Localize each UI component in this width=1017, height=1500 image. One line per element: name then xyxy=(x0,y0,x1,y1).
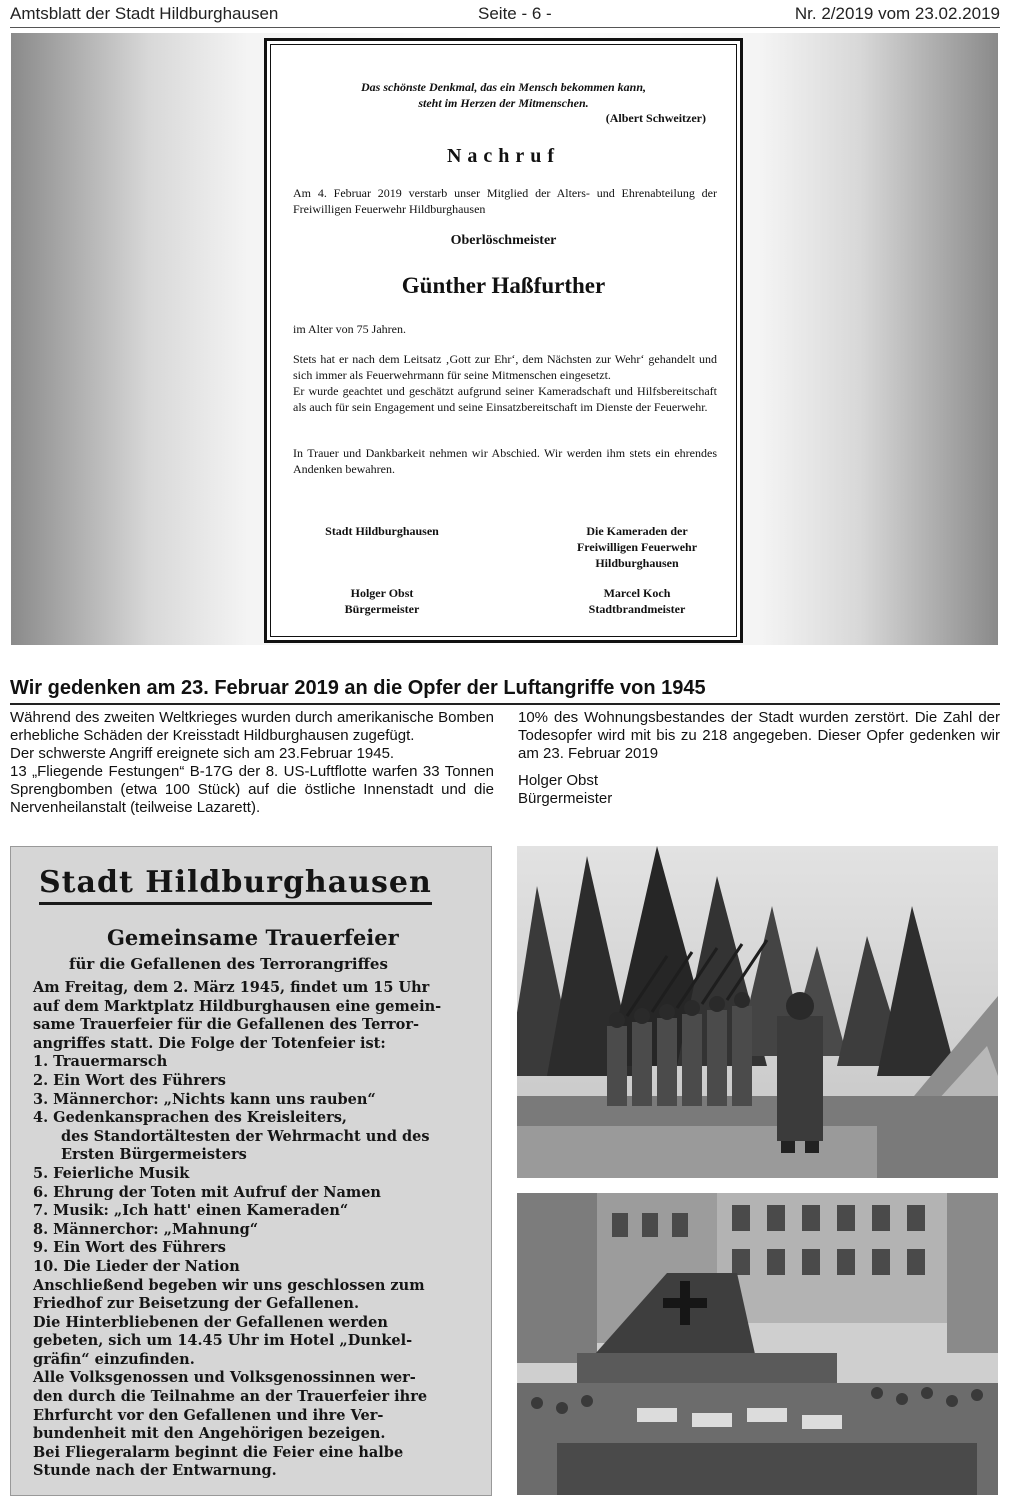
poster-line: Anschließend begeben wir uns geschlossen zum xyxy=(33,1276,425,1294)
poster-line: Ersten Bürgermeisters xyxy=(61,1146,247,1164)
quote-line-1: Das schönste Denkmal, das ein Mensch bekommen kann, xyxy=(360,80,647,94)
poster-line: 5. Feierliche Musik xyxy=(33,1164,190,1182)
obituary-quote xyxy=(267,79,740,111)
poster-title: Stadt Hildburghausen xyxy=(39,865,432,905)
poster-line: 6. Ehrung der Toten mit Aufruf der Namen xyxy=(33,1183,381,1201)
article-paragraph: 13 „Fliegende Festungen“ B-17G der 8. US-Luftflotte warfen 33 Tonnen Sprengbomben (etwa 100 Stück) auf die östliche Innenstadt und die Nervenheilanstalt (teilweise Lazarett). xyxy=(10,763,494,816)
obituary-intro: Am 4. Februar 2019 verstarb unser Mitglied der Alters- und Ehrenabteilung der Freiwilligen Feuerwehr Hildburghausen xyxy=(293,186,717,216)
signature-right-org-line-3: Hildburghausen xyxy=(595,556,679,570)
poster-line: Friedhof zur Beisetzung der Gefallenen. xyxy=(33,1295,359,1313)
obituary-rank: Oberlöschmeister xyxy=(450,233,557,248)
obituary-paragraph-1: Stets hat er nach dem Leitsatz ‚Gott zur Ehr‘, dem Nächsten zur Wehr‘ gehandelt und sich immer als Feuerwehrmann für seine Mitmenschen eingesetzt. xyxy=(293,352,717,382)
article-paragraph: Während des zweiten Weltkrieges wurden durch amerikanische Bomben erhebliche Schäden der Kreisstadt Hildburghausen zugefügt. xyxy=(10,709,494,744)
signature-right-org-line-2: Freiwilligen Feuerwehr xyxy=(576,540,698,554)
poster-subtitle-2: für die Gefallenen des Terrorangriffes xyxy=(69,955,388,973)
article-column-left xyxy=(10,709,494,817)
poster-line: 7. Musik: „Ich hatt' einen Kameraden“ xyxy=(33,1202,349,1220)
quote-author: (Albert Schweitzer) xyxy=(605,111,706,125)
poster-body xyxy=(33,979,473,1481)
article-title: Wir gedenken am 23. Februar 2019 an die Opfer der Luftangriffe von 1945 xyxy=(10,677,706,699)
obituary-age: im Alter von 75 Jahren. xyxy=(293,322,406,336)
poster-line: Stunde nach der Entwarnung. xyxy=(33,1462,277,1480)
signature-right xyxy=(537,585,737,617)
signature-left-role: Bürgermeister xyxy=(344,602,420,616)
poster-line: den durch die Teilnahme an der Trauerfeier ihre xyxy=(33,1388,428,1406)
poster-line: 9. Ein Wort des Führers xyxy=(33,1239,226,1257)
article-paragraph: 10% des Wohnungsbestandes der Stadt wurden zerstört. Die Zahl der Todesopfer wird mit bis zu 218 angegeben. Dieser Opfer gedenken wir am 23. Februar 2019 xyxy=(518,709,1000,762)
historic-photo-salute xyxy=(517,846,998,1178)
article-column-right xyxy=(518,709,1000,808)
poster-line: Am Freitag, dem 2. März 1945, findet um 15 Uhr xyxy=(33,979,430,996)
obituary-frame xyxy=(264,38,743,643)
poster-line: Alle Volksgenossen und Volksgenossinnen wer- xyxy=(33,1369,416,1387)
signature-right-org xyxy=(537,523,737,571)
header-divider xyxy=(10,27,1000,28)
poster-line: gebeten, sich um 14.45 Uhr im Hotel „Dunkel- xyxy=(33,1332,413,1350)
publication-title: Amtsblatt der Stadt Hildburghausen xyxy=(10,4,279,23)
page-number: Seite - 6 - xyxy=(478,4,552,23)
article-paragraph: Der schwerste Angriff ereignete sich am 23.Februar 1945. xyxy=(10,745,395,762)
poster-line: Ehrfurcht vor den Gefallenen und ihre Ver- xyxy=(33,1406,384,1424)
poster-line: 4. Gedenkansprachen des Kreisleiters, xyxy=(33,1109,347,1127)
historic-poster-image xyxy=(10,846,492,1496)
poster-line: angriffes statt. Die Folge der Totenfeier ist: xyxy=(33,1034,386,1052)
signature-right-role: Stadtbrandmeister xyxy=(588,602,686,616)
poster-line: 2. Ein Wort des Führers xyxy=(33,1071,226,1089)
poster-line: Bei Fliegeralarm beginnt die Feier eine halbe xyxy=(33,1443,404,1461)
page-header xyxy=(10,2,1000,28)
quote-line-2: steht im Herzen der Mitmenschen. xyxy=(418,96,589,110)
article-signature-name: Holger Obst xyxy=(518,772,599,789)
poster-line: 10. Die Lieder der Nation xyxy=(33,1257,240,1275)
poster-subtitle: Gemeinsame Trauerfeier xyxy=(107,925,399,950)
obituary-paragraph-3: In Trauer und Dankbarkeit nehmen wir Abschied. Wir werden ihm stets ein ehrendes Andenken bewahren. xyxy=(293,446,717,476)
obituary-paragraph-2: Er wurde geachtet und geschätzt aufgrund seiner Kameradschaft und Hilfsbereitschaft als auch für sein Engagement und seine Einsatzbereitschaft im Dienste der Feuerwehr. xyxy=(293,384,717,414)
poster-line: gräfin“ einzufinden. xyxy=(33,1350,195,1368)
poster-line: auf dem Marktplatz Hildburghausen eine gemein- xyxy=(33,997,442,1015)
signature-right-org-line-1: Die Kameraden der xyxy=(586,524,688,538)
poster-line: same Trauerfeier für die Gefallenen des Terror- xyxy=(33,1016,419,1034)
signature-left-name: Holger Obst xyxy=(350,586,414,600)
obituary-name: Günther Haßfurther xyxy=(401,273,606,298)
article-signature-role: Bürgermeister xyxy=(518,790,613,807)
poster-line: Die Hinterbliebenen der Gefallenen werden xyxy=(33,1313,388,1331)
signature-left xyxy=(287,585,477,617)
historic-photo-marketplace xyxy=(517,1193,998,1495)
poster-line: des Standortältesten der Wehrmacht und des xyxy=(61,1127,430,1145)
poster-line: 3. Männerchor: „Nichts kann uns rauben“ xyxy=(33,1090,376,1108)
poster-line: 8. Männerchor: „Mahnung“ xyxy=(33,1220,259,1238)
issue-date: Nr. 2/2019 vom 23.02.2019 xyxy=(794,4,1000,23)
signature-left-org: Stadt Hildburghausen xyxy=(325,524,439,538)
poster-line: 1. Trauermarsch xyxy=(33,1053,168,1071)
poster-line: bundenheit mit den Angehörigen bezeigen. xyxy=(33,1425,386,1443)
article-title-divider xyxy=(10,703,1000,705)
obituary-heading: Nachruf xyxy=(446,145,561,167)
signature-right-name: Marcel Koch xyxy=(603,586,671,600)
